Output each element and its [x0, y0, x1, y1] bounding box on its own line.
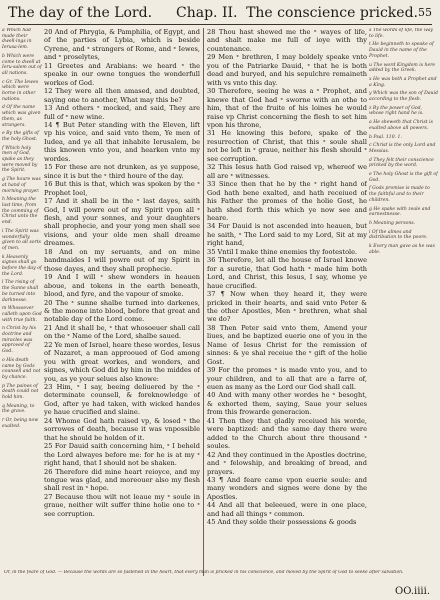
verse: 18 And on my seruants, and on mine handmaides I will powre out of my Spirit in those dayes, and they shall prophecie. — [44, 247, 200, 273]
verse: 27 Because thou wilt not leaue my ˣ soule in graue, neither wilt suffer thine holie one to ˣ see corruption. — [44, 492, 200, 518]
margin-gloss: b Which were come to dwell at Ieru·salem out of all nations. — [2, 53, 42, 76]
verse: 40 And with many other wordes he ˣ besoght, & exhorted them, saying, Saue your selues from this frowarde generacion. — [207, 391, 367, 417]
verse: 38 Then Peter said vnto them, Amend your liues, and be baptized euerie one of you in the Name of Iesus Christ for the remission of sinnes: & ye shal receiue the ˣ gift of the holie Gost. — [207, 323, 367, 366]
margin-gloss: f Gods promise is made to the faithful and to their children. — [369, 186, 430, 203]
margin-gloss: n Christ by his doctrine and miracles was approved of God. — [2, 326, 37, 355]
margin-gloss: t He beginneth to speake of Dauid in the name of the Prophet. — [369, 42, 434, 59]
verse: 23 Him, ˣ I say, beeing deliuered by the ˣ determinate counsell, & foreknowledge of God, after ye had taken, with wicked handes ye haue crucified and slaine. — [44, 383, 200, 417]
verse: 24 Whome God hath raised vp, & losed ˣ the sorrowes of death, because it was vnpossible that he should be holden of it. — [44, 416, 200, 442]
margin-gloss: y Which was the son of Dauid according to the flesh. — [369, 91, 438, 103]
margin-gloss: h Meaning persons. — [369, 220, 416, 226]
verse: 35 Vntil I make thine enemies thy footestole. — [207, 247, 358, 256]
column-rule — [203, 28, 204, 576]
margin-gloss: i The Spirit was wonderfully given to all sorts of men. — [2, 228, 41, 251]
bottom-gloss-note: Or, in the feare of God. — Because the words are so fastened in the heart, that every man is pricked in his conscience, and moved by the Spirit of God to seeke after salvation. — [4, 570, 404, 575]
verse: 13 And others ˣ mocked, and said, They are full of ˣ new wine. — [44, 104, 200, 121]
margin-gloss: e By the gifts of the holy Ghost. — [2, 131, 39, 142]
verse: 33 Since then that he by the ˣ right hand of God hath bene exalted, and hath receiued of his Father the promes of the holie Gost, he hath shed forth this which ye now see and heare. — [207, 180, 367, 222]
margin-gloss: m Whosoever calleth upon God with true faith. — [2, 306, 42, 323]
verse: 21 And it shall be, ˣ that whosoeuer shall call on the ˣ Name of the Lord, shalbe saued. — [44, 323, 200, 341]
page-number: 55 — [418, 6, 432, 19]
verse: 42 And they continued in the Apostles doctrine, and ˣ felowship, and breaking of bread, and prayers. — [207, 450, 367, 476]
margin-gloss: k Heavenly signes shall go before the day of the Lord. — [2, 254, 42, 277]
margin-gloss: z By the power of God, whose right hand he is. — [369, 105, 424, 117]
left-margin-glosses — [2, 28, 42, 568]
margin-gloss: q Meaning, to the grave. — [2, 403, 35, 415]
verse: 30 Therefore, seeing he was a ˣ Prophet, and knewe that God had ˣ sworne with an othe to him, that of the fruite of his loines he would raise vp Christ concerning the flesh to set him vpon his throne, — [207, 87, 367, 129]
verse: 16 But this is that, which was spoken by the ˣ Prophet Ioel, — [44, 180, 200, 197]
verse: 26 Therefore did mine heart reioyce, and my tongue was glad, and moreouer also my flesh shall rest in ˣ hope. — [44, 467, 200, 493]
verse: 43 ¶ And feare came vpon euerie soule: and many wonders and signes were done by the Apostles. — [207, 476, 367, 501]
signature-mark: OO.iiii. — [395, 586, 430, 597]
header-chapter: Chap. II. — [176, 5, 238, 21]
verse: 45 And they solde their possessions & goods — [207, 518, 357, 527]
verse: 11 Greetes and Arabians: we heard ˣ the speake in our owne tongues the wonderfull workes of God. — [44, 61, 200, 87]
verse: 31 He knowing this before, spake of the resurrection of Christ, that this ˣ soule shall not be left in ˣ graue, neither his flesh should ˣ see corruption. — [207, 129, 367, 163]
margin-gloss: g He spake with zeale and earnestnesse. — [369, 206, 431, 218]
right-text-column — [207, 28, 367, 576]
verse: 36 Therefore, let all the house of Israel knowe for a suretie, that God hath ˣ made him both Lord, and Christ, this Iesus, I say, whome ye haue crucified. — [207, 256, 367, 290]
verse: 41 Then they that gladly receiued his worde, were baptized: and the same day there were added to the Church about thre thousand ˣ soules. — [207, 416, 367, 451]
margin-gloss: l The rising of the Sunne shall be turned into darknesse. — [2, 280, 39, 303]
verse: 37 ¶ Now when they heard it, they were pricked in their hearts, and said vnto Peter & the other Apostles, Men ˣ brethren, what shal we do? — [207, 290, 367, 324]
left-text-column — [44, 28, 200, 576]
margin-gloss: u The word Kingdom is here added by the Greek. — [369, 62, 436, 74]
verse: 12 They were all then amased, and doubted, saying one to another, What may this be? — [44, 87, 200, 104]
margin-gloss: f Which holy men of God, spake as they were moved by the Spirit. — [2, 145, 38, 174]
margin-gloss: a He sheweth that Christ is exalted above all powers. — [369, 120, 433, 131]
margin-gloss: r Or, being now exalted. — [2, 418, 39, 429]
verse: 20 The ˣ sunne shalbe turned into darkenes, & the moone into blood, before that great and notable day of the Lord come. — [44, 298, 200, 324]
margin-gloss: s The words of life, the way to life. — [369, 28, 434, 39]
margin-gloss: o His death came by Gods counsell and not by chance. — [2, 357, 41, 380]
running-header — [8, 2, 432, 25]
margin-gloss: k Every man gave as he was able. — [369, 244, 435, 255]
verse: 34 For Dauid is not ascended into heauen, but he saith, ˣ The Lord said to my Lord, Sit at my right hand, — [207, 222, 367, 248]
verse: 32 This Iesus hath God raised vp, whereof we all are ˣ witnesses. — [207, 163, 367, 180]
verse: 29 Men ˣ brethren, I may boldely speake vnto you of the Patriarke Dauid, ˣ that he is both dead and buryed, and his sepulchre remaineth with vs vnto this day. — [207, 53, 367, 87]
margin-gloss: d They felt their conscience pricked by the word. — [369, 157, 434, 169]
verse: 19 And I will ˣ shew wonders in heauen aboue, and tokens in the earth beneath, blood, and fyre, and the vapour of smoke. — [44, 273, 200, 299]
header-left-title: The day of the Lord. — [8, 5, 153, 21]
margin-gloss: c Gr. The Iewes which were borne in other nations. — [2, 79, 39, 102]
header-right-title: The conscience pricked. — [246, 5, 418, 21]
margin-gloss: g The houre was at hand of morning prayer. — [2, 177, 41, 194]
verse: 15 For these are not drunken, as ye suppose, since it is but the ˣ third houre of the day. — [44, 163, 200, 180]
margin-gloss: i Of the almes and distribution to the poore. — [369, 229, 428, 241]
margin-gloss: a Which had made their dwell·ings in Ierusa·lem. — [2, 28, 32, 51]
margin-gloss: h Meaning the last time, from the comming of Christ unto the end. — [2, 197, 39, 226]
verse: 28 Thou hast shewed me the ˣ wayes of life, and shalt make me full of ioye with thy countenance. — [207, 28, 367, 53]
right-margin-glosses — [369, 28, 438, 568]
margin-gloss: b Psal. 110. 1. — [369, 134, 402, 140]
margin-gloss: x He was both a Prophet and a King. — [369, 76, 437, 88]
verse: 22 Ye men of Israel, heare these wordes, Iesus of Nazaret, a man approoued of God among you with great workes, and wonders, and signes, which God did by him in the middes of you, as ye your selues also knowe: — [44, 340, 200, 383]
margin-gloss: p The paines of death could not hold him. — [2, 383, 39, 401]
verse: 44 And all that beleeued, were in one place, and had all things ˣ common. — [207, 501, 367, 518]
verse: 17 And it shall be in the ˣ last dayes, saith God, I will powre out of my Spirit vpon all ˣ flesh, and your sonnes, and your daughters shall prophecie, and your yong men shall see visions, and your olde men shall dreame dreames. — [44, 197, 200, 248]
verse: 14 ¶ But Peter standing with the Eleven, lift vp his voice, and said vnto them, Ye men of Iudea, and ye all that inhabite Ierusalem, be this knowen vnto you, and hearken vnto my wordes. — [44, 120, 200, 163]
margin-gloss: e The holy Ghost is the gift of God. — [369, 172, 438, 183]
margin-gloss: d Of the name which was given them, as strangers. — [2, 105, 41, 128]
verse: 25 For Dauid saith concerning him, ˣ I beheld the Lord alwayes before me: for he is at my ˣ right hand, that I should not be shaken. — [44, 442, 200, 468]
margin-gloss: c Christ is the only Lord and Messias. — [369, 143, 436, 154]
verse: 20 And of Phrygia, & Pamphilia, of Egypt, and of the parties of Lybia, which is beside Cyrene, and ˣ strangers of Rome, and ˣ Iewes, and ˣ proselytes, — [44, 28, 200, 62]
verse: 39 For the promes ˣ is made vnto you, and to your children, and to all that are a farre of, euen as many as the Lord our God shall call. — [207, 366, 367, 392]
